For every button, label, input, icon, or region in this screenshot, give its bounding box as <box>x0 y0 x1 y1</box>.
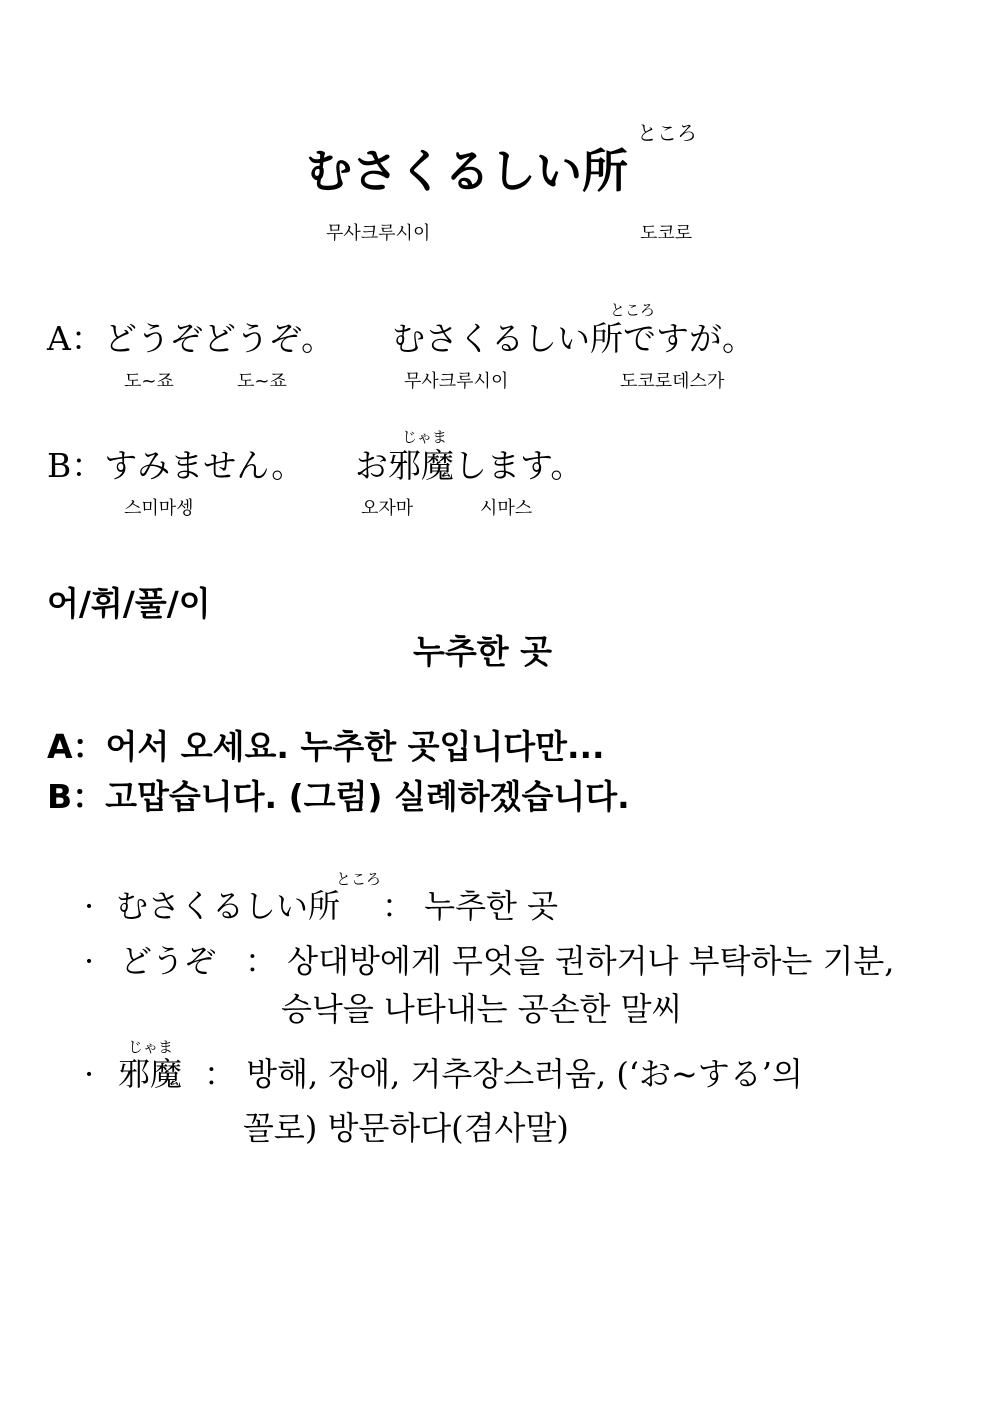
note-3-bullet: · <box>84 1055 95 1093</box>
dialogue-a-pronunciation-4: 도코로데스가 <box>620 371 725 392</box>
dialogue-b-ruby: じゃま <box>402 428 448 446</box>
dialogue-b-pronunciation-1: 스미마셍 <box>124 498 194 519</box>
dialogue-a-text-1: A：どうぞどうぞ。 <box>47 319 335 358</box>
dialogue-a-text-2: むさくるしい所ですが。 <box>392 319 755 358</box>
note-3-definition-1: ： 방해, 장애, 거추장스러움, (‘お~する’의 <box>204 1055 803 1093</box>
note-1-definition: ： 누추한 곳 <box>382 887 558 925</box>
dialogue-a-ruby: ところ <box>610 301 656 319</box>
title-ruby: ところ <box>637 121 697 145</box>
dialogue-b-pronunciation-3: 시마스 <box>480 498 533 519</box>
note-1-ruby: ところ <box>336 870 382 888</box>
note-3-definition-2: 꼴로) 방문하다(겸사말) <box>243 1109 569 1147</box>
note-2-definition-1: ： 상대방에게 무엇을 권하거나 부탁하는 기분, <box>245 942 895 980</box>
dialogue-a-pronunciation-2: 도~죠 <box>237 371 287 392</box>
vocab-heading: 어/휘/풀/이 <box>47 584 211 623</box>
page-title: むさくるしい所 <box>306 144 628 198</box>
note-2-definition-2: 승낙을 나타내는 공손한 말씨 <box>281 990 683 1028</box>
note-2-bullet: · <box>84 942 95 980</box>
dialogue-a-pronunciation-1: 도~죠 <box>124 371 174 392</box>
translation-b: B：고맙습니다. (그럼) 실례하겠습니다. <box>47 777 630 816</box>
dialogue-a-pronunciation-3: 무사크루시이 <box>404 371 509 392</box>
translation-a: A：어서 오세요. 누추한 곳입니다만... <box>47 727 605 766</box>
note-1-bullet: · <box>84 887 95 925</box>
note-2-term: どうぞ <box>120 942 217 980</box>
title-pronunciation-1: 무사크루시이 <box>326 223 431 244</box>
note-1-term: むさくるしい所 <box>116 887 341 925</box>
note-3-term: 邪魔 <box>118 1055 183 1093</box>
title-pronunciation-2: 도코로 <box>640 223 693 244</box>
dialogue-b-text-2: お邪魔します。 <box>355 446 584 485</box>
dialogue-b-text-1: B：すみません。 <box>47 446 305 485</box>
dialogue-b-pronunciation-2: 오자마 <box>361 498 414 519</box>
vocab-meaning: 누추한 곳 <box>413 632 553 671</box>
note-3-ruby: じゃま <box>128 1038 174 1056</box>
